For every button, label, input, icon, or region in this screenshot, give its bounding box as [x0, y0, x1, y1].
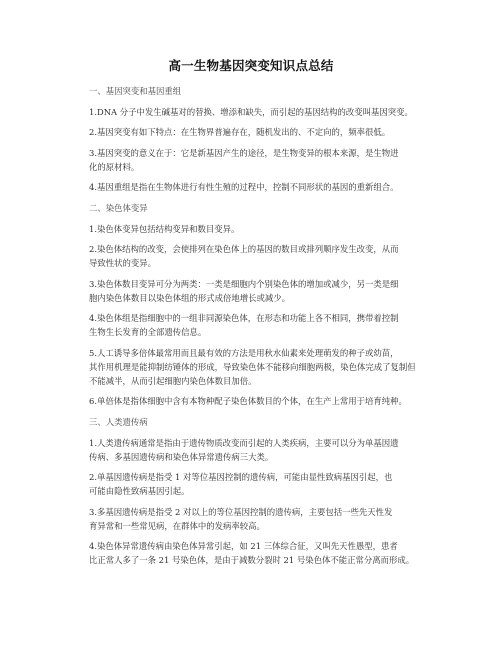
paragraph-line: 3.多基因遗传病是指受 2 对以上的等位基因控制的遗传病，主要包括一些先天性发	[89, 506, 393, 517]
paragraph-line: 2.基因突变有如下特点：在生物界普遍存在，随机发出的、不定向的，频率很低。	[89, 127, 391, 137]
paragraph	[89, 180, 419, 194]
paragraph	[89, 539, 419, 567]
paragraph-line: 育异常和一些常见病，在群体中的发病率较高。	[89, 520, 265, 531]
paragraph-line: 2.单基因遗传病是指受 1 对等位基因控制的遗传病，可能由显性致病基因引起，也	[89, 472, 393, 482]
paragraph	[89, 277, 419, 305]
paragraph-line: 5.人工诱导多倍体最常用而且最有效的方法是用秋水仙素来处理萌发的种子或幼苗，	[89, 347, 399, 358]
paragraph-line: 1.人类遗传病通常是指由于遗传物质改变而引起的人类疾病，主要可以分为单基因遗	[89, 437, 399, 448]
paragraph-line: 1.DNA 分子中发生碱基对的替换、增添和缺失，而引起的基因结构的改变叫基因突变。	[89, 106, 413, 117]
document-body	[89, 84, 419, 567]
paragraph	[89, 394, 419, 408]
paragraph-line: 导致性状的变异。	[89, 258, 156, 268]
section-heading: 一、基因突变和基因重组	[89, 86, 182, 96]
paragraph	[89, 146, 419, 174]
paragraph	[89, 125, 419, 139]
paragraph-line: 化的原材料。	[89, 161, 140, 172]
paragraph	[89, 242, 419, 270]
paragraph-line: 胞内染色体数目以染色体组的形式成倍地增长或减少。	[89, 292, 290, 303]
document-title: 高一生物基因突变知识点总结	[168, 58, 334, 73]
paragraph-line: 4.染色体异常遗传病由染色体异常引起，如 21 三体综合征，又叫先天性愚型，患者	[89, 541, 398, 551]
paragraph	[89, 470, 419, 498]
paragraph-line: 1.染色体变异包括结构变异和数目变异。	[89, 223, 240, 234]
paragraph	[89, 505, 419, 533]
paragraph-line: 其作用机理是能抑制纺锤体的形成，导致染色体不能移向细胞两极，染色体完成了复制但	[89, 361, 416, 372]
paragraph	[89, 105, 419, 119]
paragraph-line: 3.基因突变的意义在于：它是新基因产生的途径，是生物变异的根本来源，是生物进	[89, 147, 399, 158]
paragraph	[89, 311, 419, 339]
section-heading: 二、染色体变异	[89, 203, 148, 213]
paragraph-line: 3.染色体数目变异可分为两类：一类是细胞内个别染色体的增加或减少，另一类是细	[89, 278, 399, 289]
paragraph-line: 生物生长发育的全部遗传信息。	[89, 327, 207, 337]
paragraph-line: 4.染色体组是指细胞中的一组非同源染色体，在形态和功能上各不相同，携带着控制	[89, 313, 399, 323]
paragraph-line: 传病、多基因遗传病和染色体异常遗传病三大类。	[89, 451, 274, 462]
paragraph-line: 4.基因重组是指在生物体进行有性生殖的过程中，控制不同形状的基因的重新组合。	[89, 182, 399, 192]
paragraph-line: 比正常人多了一条 21 号染色体，是由于减数分裂时 21 号染色体不能正常分离而形成。	[89, 555, 415, 565]
paragraph	[89, 436, 419, 464]
section-heading: 三、人类遗传病	[89, 417, 148, 427]
paragraph-line: 2.染色体结构的改变，会使排列在染色体上的基因的数目或排列顺序发生改变，从而	[89, 244, 399, 254]
paragraph-line: 可能由隐性致病基因引起。	[89, 486, 190, 496]
paragraph-line: 不能减半，从而引起细胞内染色体数目加倍。	[89, 375, 257, 386]
paragraph	[89, 346, 419, 388]
paragraph-line: 6.单倍体是指体细胞中含有本物种配子染色体数目的个体，在生产上常用于培育纯种。	[89, 396, 407, 406]
paragraph	[89, 222, 419, 236]
